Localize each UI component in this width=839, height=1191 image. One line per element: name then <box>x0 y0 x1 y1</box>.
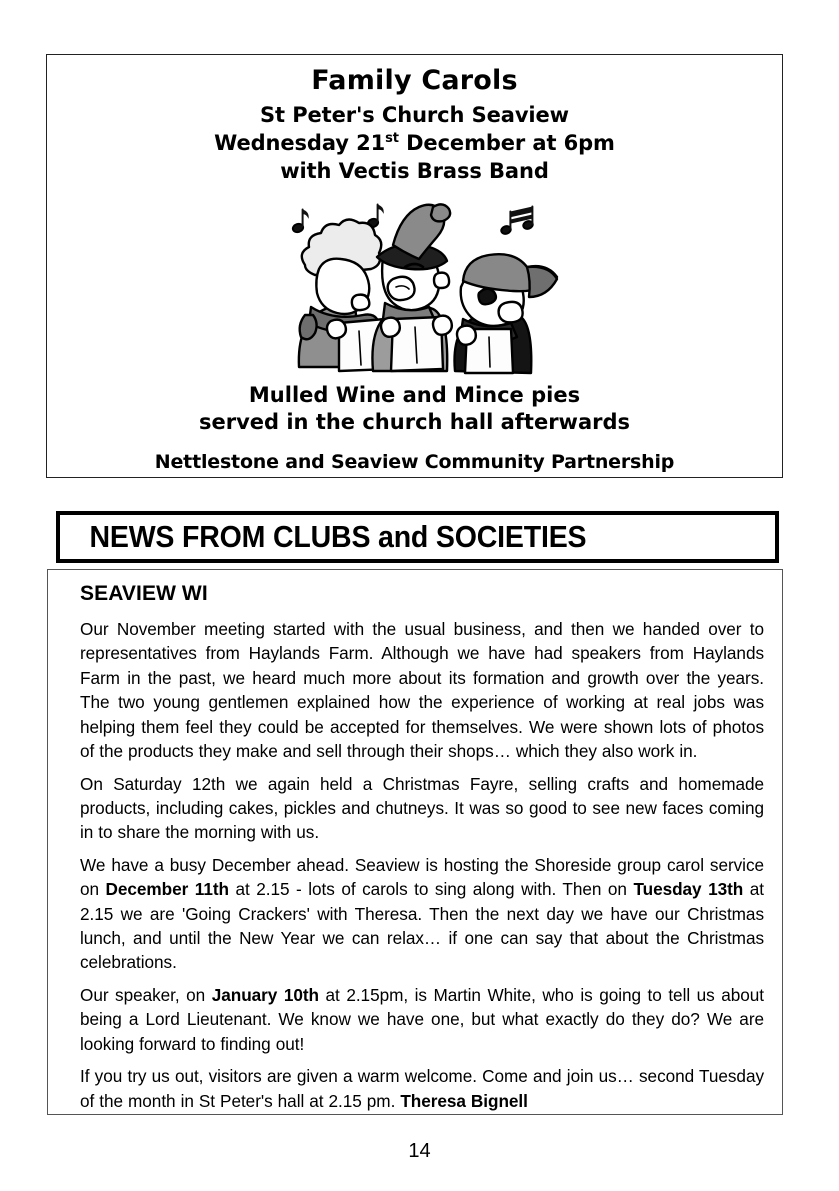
advert-date <box>61 130 768 158</box>
article-title: SEAVIEW WI <box>80 582 208 605</box>
news-section-header <box>56 511 779 563</box>
advert-refreshments-line-2: served in the church hall afterwards <box>198 410 631 435</box>
article-author-signature: Theresa Bignell <box>400 1090 528 1111</box>
carol-advert-box <box>46 54 783 478</box>
paragraph-3-bold-date-1: December 11th <box>105 879 229 900</box>
advert-venue: St Peter's Church Seaview <box>260 103 569 128</box>
paragraph-4-text-2: at 2.15pm, is Martin White, who is going to tell us about being a Lord Lieutenant. We know we have one, but what exactly do they do? We are looking forward to finding out! <box>80 984 765 1054</box>
article-paragraph-2: On Saturday 12th we again held a Christmas Fayre, selling crafts and homemade products, including cakes, pickles and chutneys. It was so good to see new faces coming in to share the morning with us. <box>80 773 764 843</box>
paragraph-3-text-3: at 2.15 we are 'Going Crackers' with Theresa. Then the next day we have our Christmas lunch, and until the New Year we can relax… if one can say that about the Christmas celebrations. <box>80 879 764 973</box>
advert-refreshments-line-1: Mulled Wine and Mince pies <box>248 382 581 407</box>
advert-date-post: December at 6pm <box>398 130 615 155</box>
paragraph-3-text-2: at 2.15 - lots of carols to sing along with. Then on <box>228 879 634 900</box>
paragraph-3-bold-date-2: Tuesday 13th <box>633 879 744 900</box>
paragraph-5-text: If you try us out, visitors are given a warm welcome. Come and join us… second Tuesday of the month in St Peter's hall at 2.15 pm. <box>80 1066 764 1111</box>
article-paragraph-1: Our November meeting started with the usual business, and then we handed over to representatives from Haylands Farm. Although we have had speakers from Haylands Farm in the past, we heard much more about its formation and growth over the years. The two young gentlemen explained how the experience of working at real jobs was helping them feel they could be accepted for themselves. We were shown lots of photos of the products they make and sell through their shops… which they also work in. <box>80 619 764 762</box>
article-paragraph-4 <box>80 983 764 1056</box>
advert-date-ordinal: st <box>385 130 399 146</box>
advert-title: Family Carols <box>311 65 518 96</box>
advert-date-pre: Wednesday 21 <box>214 130 386 155</box>
article-paragraph-3 <box>80 853 764 975</box>
article-paragraph-5 <box>80 1064 764 1113</box>
paragraph-3-text-1: We have a busy December ahead. Seaview is hosting the Shoreside group carol service on <box>80 854 764 900</box>
paragraph-4-text-1: Our speaker, on <box>80 984 212 1005</box>
seaview-wi-article <box>47 569 783 1115</box>
paragraph-4-bold-date: January 10th <box>211 984 319 1005</box>
news-section-header-label: NEWS FROM CLUBS and SOCIETIES <box>89 519 587 554</box>
carol-advert-content <box>47 55 782 481</box>
advert-band: with Vectis Brass Band <box>280 158 549 183</box>
page-number: 14 <box>408 1140 431 1162</box>
three-carol-singers-illustration <box>61 192 768 378</box>
advert-organiser: Nettlestone and Seaview Community Partnership <box>154 451 675 474</box>
